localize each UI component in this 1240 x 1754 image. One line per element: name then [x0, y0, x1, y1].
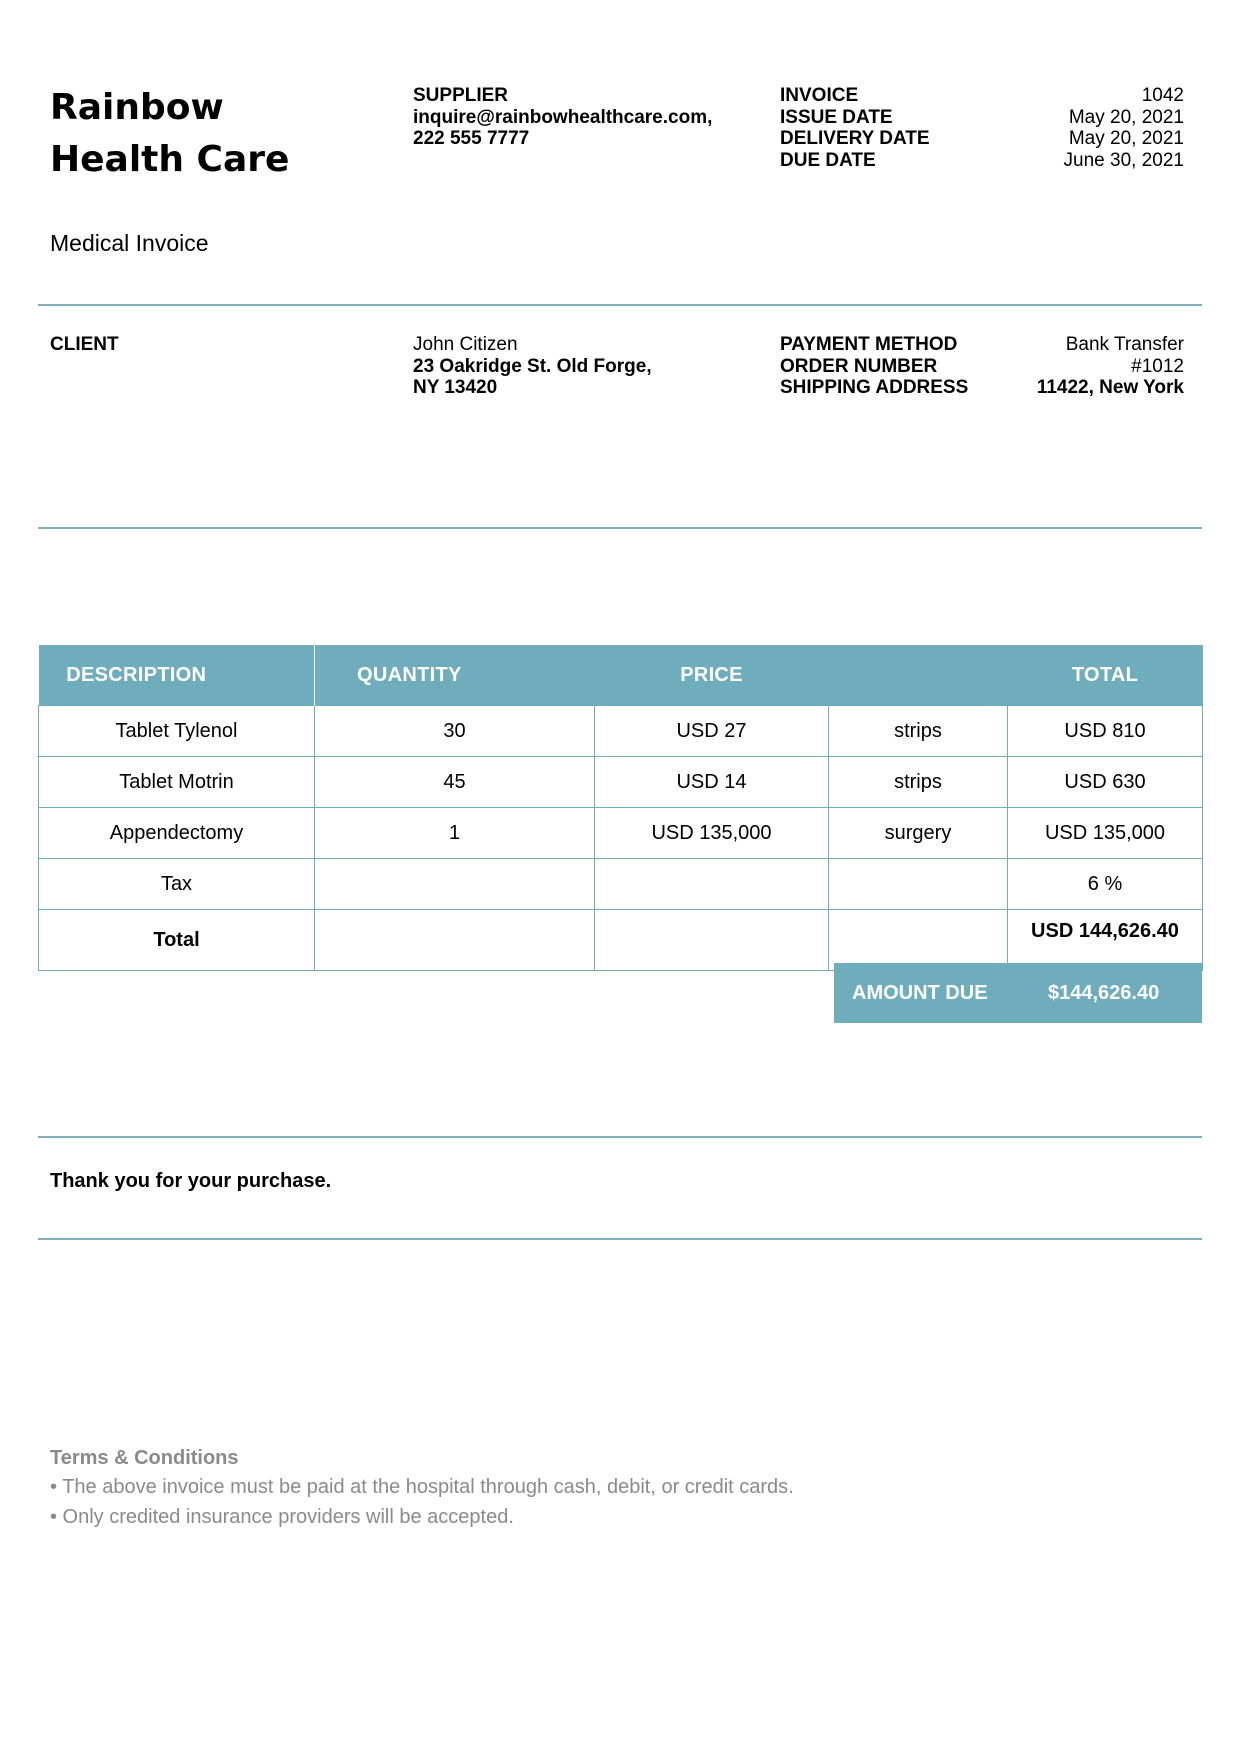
column-header-quantity: QUANTITY [315, 645, 595, 706]
divider-thanks-top [38, 1136, 1202, 1138]
invoice-meta-labels [780, 85, 930, 171]
item-unit: strips [829, 706, 1008, 757]
column-header-price: PRICE [595, 645, 829, 706]
invoice-number-label: INVOICE [780, 85, 859, 106]
line-items-table [38, 645, 1203, 971]
supplier-block [413, 85, 712, 150]
item-description: Tablet Tylenol [39, 706, 315, 757]
table-row [39, 808, 1203, 859]
item-quantity: 45 [315, 757, 595, 808]
issue-date-label: ISSUE DATE [780, 106, 893, 128]
payment-values [964, 334, 1184, 399]
item-total: USD 630 [1008, 757, 1203, 808]
total-row [39, 910, 1203, 971]
table-row [39, 757, 1203, 808]
payment-method-label: PAYMENT METHOD [780, 334, 958, 355]
amount-due-box [834, 963, 1202, 1023]
divider-top [38, 304, 1202, 306]
payment-method: Bank Transfer [1065, 334, 1184, 355]
item-price: USD 135,000 [595, 808, 829, 859]
empty-cell [315, 910, 595, 971]
issue-date: May 20, 2021 [1068, 106, 1184, 128]
payment-labels [780, 334, 968, 399]
tax-row [39, 859, 1203, 910]
table-row [39, 706, 1203, 757]
invoice-meta-values [964, 85, 1184, 171]
supplier-phone: 222 555 7777 [413, 128, 530, 149]
client-name: John Citizen [413, 334, 518, 355]
item-price: USD 14 [595, 757, 829, 808]
document-title: Medical Invoice [50, 230, 209, 256]
terms-title: Terms & Conditions [50, 1447, 239, 1469]
terms-line: • The above invoice must be paid at the hospital through cash, debit, or credit cards. [50, 1476, 794, 1498]
item-unit: strips [829, 757, 1008, 808]
item-quantity: 1 [315, 808, 595, 859]
total-value: USD 144,626.40 [1008, 910, 1203, 971]
delivery-date-label: DELIVERY DATE [780, 128, 930, 149]
tax-value: 6 % [1008, 859, 1203, 910]
item-total: USD 810 [1008, 706, 1203, 757]
supplier-email: inquire@rainbowhealthcare.com, [413, 106, 713, 128]
due-date: June 30, 2021 [1063, 149, 1184, 171]
client-address-line2: NY 13420 [413, 377, 498, 398]
item-total: USD 135,000 [1008, 808, 1203, 859]
total-label: Total [39, 910, 315, 971]
empty-cell [315, 859, 595, 910]
divider-mid [38, 527, 1202, 529]
company-name: Rainbow Health Care [50, 87, 290, 180]
empty-cell [595, 859, 829, 910]
empty-cell [829, 859, 1008, 910]
item-description: Tablet Motrin [39, 757, 315, 808]
order-number: #1012 [1131, 355, 1184, 377]
amount-due-label: AMOUNT DUE [852, 982, 988, 1004]
empty-cell [595, 910, 829, 971]
client-address-line1: 23 Oakridge St. Old Forge, [413, 355, 652, 377]
thank-you-note: Thank you for your purchase. [50, 1170, 332, 1192]
delivery-date: May 20, 2021 [1068, 128, 1184, 149]
table-header-row [39, 645, 1203, 706]
item-description: Appendectomy [39, 808, 315, 859]
due-date-label: DUE DATE [780, 149, 876, 171]
column-header-total: TOTAL [1008, 645, 1203, 706]
order-number-label: ORDER NUMBER [780, 355, 938, 377]
client-label: CLIENT [50, 334, 119, 355]
client-block [413, 334, 652, 399]
divider-thanks-bottom [38, 1238, 1202, 1240]
column-header-unit [829, 645, 1008, 706]
tax-label: Tax [39, 859, 315, 910]
shipping-address: 11422, New York [1036, 377, 1184, 398]
column-header-description: DESCRIPTION [39, 645, 315, 706]
item-unit: surgery [829, 808, 1008, 859]
empty-cell [829, 910, 1008, 971]
item-quantity: 30 [315, 706, 595, 757]
invoice-number: 1042 [1141, 85, 1184, 106]
item-price: USD 27 [595, 706, 829, 757]
supplier-label: SUPPLIER [413, 85, 509, 106]
amount-due-value: $144,626.40 [1048, 982, 1160, 1004]
shipping-address-label: SHIPPING ADDRESS [780, 377, 969, 398]
terms-line: • Only credited insurance providers will be accepted. [50, 1506, 514, 1528]
